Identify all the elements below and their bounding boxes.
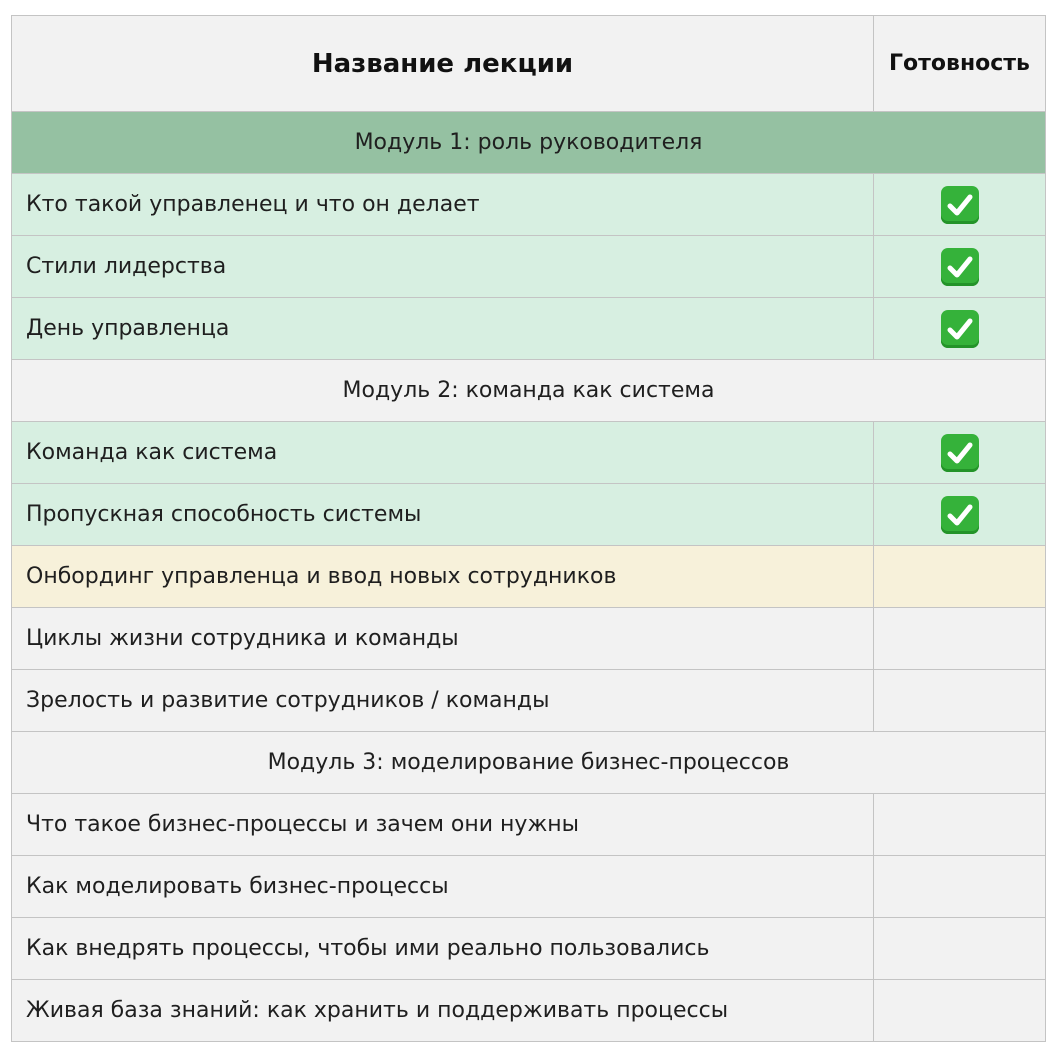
module-title: Модуль 3: моделирование бизнес-процессов: [12, 732, 1046, 794]
module-title: Модуль 2: команда как система: [12, 360, 1046, 422]
check-mark-icon: [941, 248, 979, 286]
lecture-title: Онбординг управленца и ввод новых сотрудников: [12, 546, 874, 608]
lecture-title: Как моделировать бизнес-процессы: [12, 856, 874, 918]
lecture-row: [12, 980, 1046, 1042]
check-mark-icon: [941, 496, 979, 534]
lecture-row: [12, 794, 1046, 856]
readiness-cell: [874, 236, 1046, 298]
module-title: Модуль 1: роль руководителя: [12, 112, 1046, 174]
lecture-row: [12, 422, 1046, 484]
check-mark-icon: [941, 434, 979, 472]
lecture-title: Живая база знаний: как хранить и поддерживать процессы: [12, 980, 874, 1042]
lecture-title: Циклы жизни сотрудника и команды: [12, 608, 874, 670]
lecture-row: [12, 546, 1046, 608]
header-readiness: Готовность: [874, 16, 1046, 112]
lecture-row: [12, 236, 1046, 298]
lecture-row: [12, 484, 1046, 546]
lecture-title: День управленца: [12, 298, 874, 360]
lectures-table: [11, 15, 1046, 1042]
module-row: [12, 360, 1046, 422]
lecture-title: Стили лидерства: [12, 236, 874, 298]
header-lecture-name: Название лекции: [12, 16, 874, 112]
readiness-cell: [874, 174, 1046, 236]
lectures-table-body: [12, 112, 1046, 1042]
module-row: [12, 732, 1046, 794]
lecture-row: [12, 608, 1046, 670]
lecture-title: Кто такой управленец и что он делает: [12, 174, 874, 236]
readiness-cell: [874, 980, 1046, 1042]
lecture-row: [12, 174, 1046, 236]
readiness-cell: [874, 546, 1046, 608]
lecture-title: Пропускная способность системы: [12, 484, 874, 546]
lecture-row: [12, 298, 1046, 360]
readiness-cell: [874, 608, 1046, 670]
lecture-title: Команда как система: [12, 422, 874, 484]
lecture-row: [12, 856, 1046, 918]
lecture-title: Что такое бизнес-процессы и зачем они нужны: [12, 794, 874, 856]
readiness-cell: [874, 670, 1046, 732]
lecture-title: Как внедрять процессы, чтобы ими реально пользовались: [12, 918, 874, 980]
lectures-table-container: [11, 15, 1045, 1042]
readiness-cell: [874, 422, 1046, 484]
readiness-cell: [874, 298, 1046, 360]
module-row: [12, 112, 1046, 174]
readiness-cell: [874, 918, 1046, 980]
header-row: [12, 16, 1046, 112]
readiness-cell: [874, 794, 1046, 856]
lecture-row: [12, 918, 1046, 980]
check-mark-icon: [941, 186, 979, 224]
lecture-title: Зрелость и развитие сотрудников / команды: [12, 670, 874, 732]
readiness-cell: [874, 856, 1046, 918]
check-mark-icon: [941, 310, 979, 348]
lecture-row: [12, 670, 1046, 732]
readiness-cell: [874, 484, 1046, 546]
